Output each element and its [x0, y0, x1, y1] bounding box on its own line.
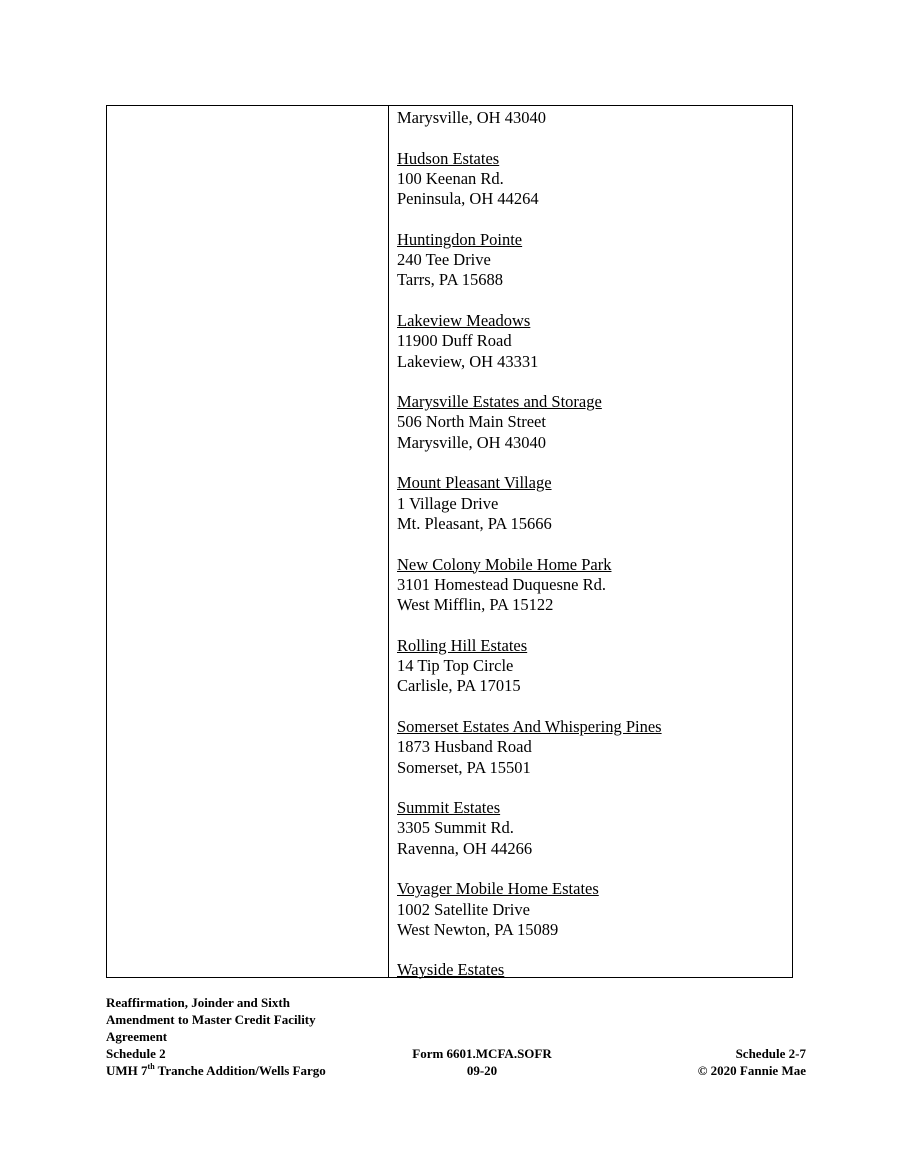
property-name: Lakeview Meadows — [397, 310, 531, 330]
property-city: Mt. Pleasant, PA 15666 — [397, 513, 552, 533]
footer-title-line: Reaffirmation, Joinder and Sixth — [106, 995, 290, 1010]
property-entry — [397, 879, 787, 960]
footer-form-date: 09-20 — [466, 1063, 498, 1078]
property-list — [397, 108, 787, 981]
property-entry — [397, 230, 787, 311]
property-name: Marysville Estates and Storage — [397, 392, 602, 412]
property-street: 14 Tip Top Circle — [397, 656, 514, 676]
property-name: New Colony Mobile Home Park — [397, 554, 612, 574]
footer-document-title — [106, 994, 406, 1079]
footer-schedule-page: Schedule 2-7 — [735, 1046, 806, 1061]
property-street: 1 Village Drive — [397, 493, 499, 513]
property-name: Voyager Mobile Home Estates — [397, 879, 599, 899]
footer-tranche-prefix: UMH 7 — [106, 1063, 148, 1078]
property-name: Hudson Estates — [397, 148, 500, 168]
footer-schedule-label: Schedule 2 — [106, 1046, 166, 1061]
property-name: Summit Estates — [397, 798, 501, 818]
schedule-table — [106, 105, 793, 978]
footer-tranche-suffix: Tranche Addition/Wells Fargo — [154, 1063, 326, 1078]
property-city: West Newton, PA 15089 — [397, 919, 559, 939]
property-street: 506 North Main Street — [397, 412, 546, 432]
property-street: 240 Tee Drive — [397, 250, 491, 270]
property-name: Huntingdon Pointe — [397, 229, 523, 249]
property-entry — [397, 473, 787, 554]
footer-form-number: Form 6601.MCFA.SOFR — [412, 1046, 552, 1061]
property-street: 1002 Satellite Drive — [397, 899, 530, 919]
property-name: Somerset Estates And Whispering Pines — [397, 716, 662, 736]
property-city: Peninsula, OH 44264 — [397, 189, 539, 209]
footer-title-line: Agreement — [106, 1029, 168, 1044]
property-entry — [397, 311, 787, 392]
footer-tranche-line — [106, 1062, 406, 1079]
footer-form-info — [402, 1045, 562, 1079]
property-name: Wayside Estates — [397, 960, 505, 980]
footer-tranche-sup: th — [147, 1062, 155, 1071]
property-city: Lakeview, OH 43331 — [397, 351, 539, 371]
property-street: 100 Keenan Rd. — [397, 168, 504, 188]
property-entry — [397, 149, 787, 230]
property-name: Mount Pleasant Village — [397, 473, 552, 493]
property-entry — [397, 717, 787, 798]
property-entry — [397, 555, 787, 636]
property-city: Marysville, OH 43040 — [397, 432, 546, 452]
property-street: 3101 Homestead Duquesne Rd. — [397, 574, 606, 594]
footer-title-line: Amendment to Master Credit Facility — [106, 1012, 316, 1027]
continued-city-line: Marysville, OH 43040 — [397, 108, 546, 127]
property-city: West Mifflin, PA 15122 — [397, 595, 554, 615]
property-city: Somerset, PA 15501 — [397, 757, 531, 777]
property-entry — [397, 798, 787, 879]
property-entry — [397, 636, 787, 717]
property-name: Rolling Hill Estates — [397, 635, 528, 655]
footer-copyright: © 2020 Fannie Mae — [697, 1063, 806, 1078]
column-divider — [388, 106, 389, 977]
property-street: 11900 Duff Road — [397, 331, 512, 351]
footer-page-info — [666, 1045, 806, 1079]
property-street: 1873 Husband Road — [397, 737, 532, 757]
property-street: 3305 Summit Rd. — [397, 818, 514, 838]
property-city: Tarrs, PA 15688 — [397, 270, 503, 290]
property-city: Carlisle, PA 17015 — [397, 676, 521, 696]
property-entry — [397, 392, 787, 473]
property-city: Ravenna, OH 44266 — [397, 838, 533, 858]
